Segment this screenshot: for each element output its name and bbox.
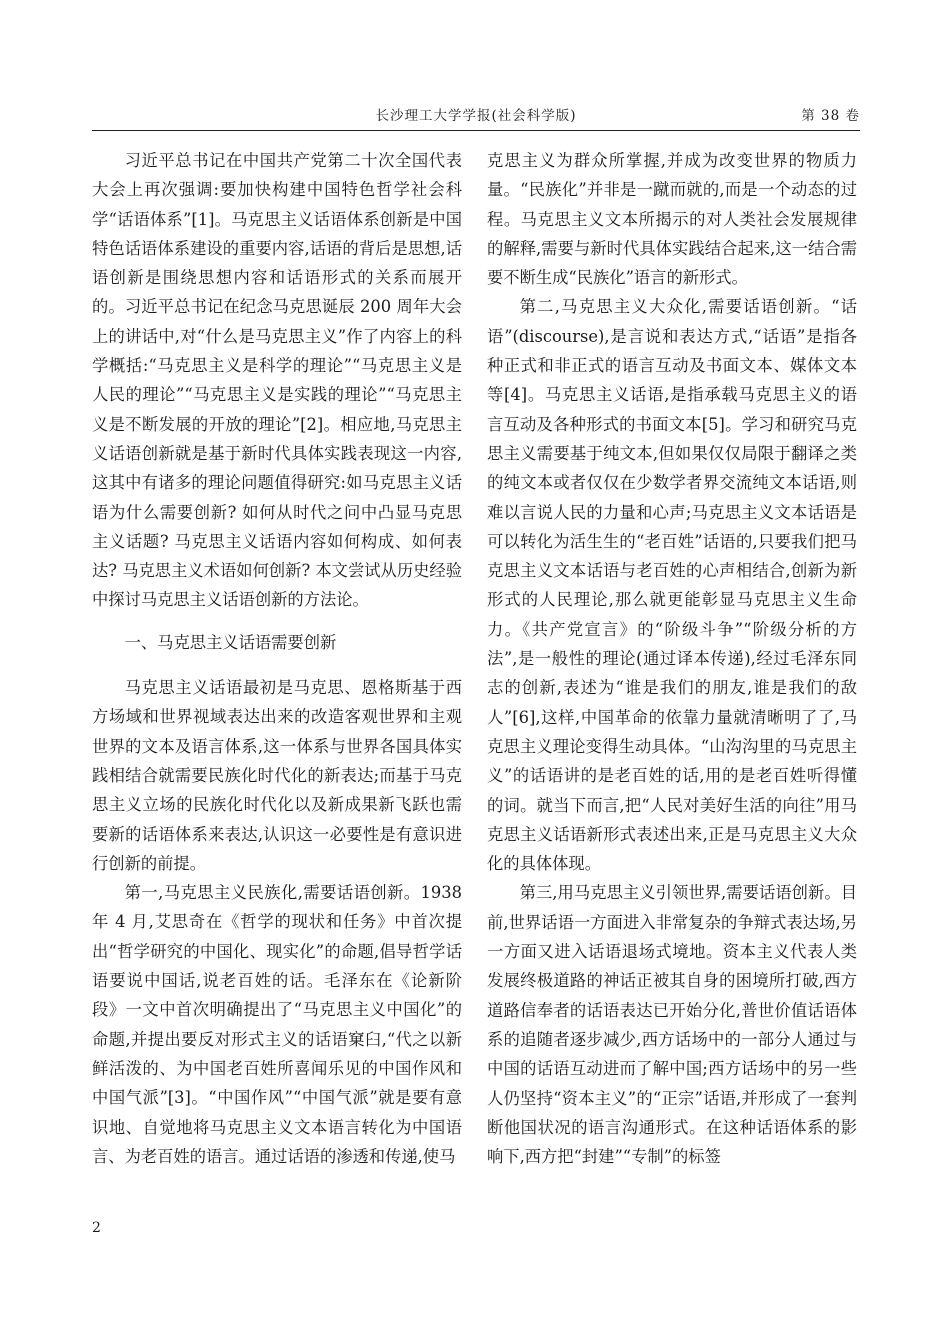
continued-paragraph: 克思主义为群众所掌握,并成为改变世界的物质力量。“民族化”并非是一蹴而就的,而是一个动态的过程。马克思主义文本所揭示的对人类社会发展规律的解释,需要与新时代具体实践结合起来,这一结合需要不断生成“民族化”语言的新形式。	[487, 151, 857, 288]
section-paragraph-2: 第一,马克思主义民族化,需要话语创新。1938 年 4 月,艾思奇在《哲学的现状和任务》中首次提出“哲学研究的中国化、现实化”的命题,倡导哲学话语要说中国话,说老百姓的话。毛泽东在《论新阶段》一文中首次明确提出了“马克思主义中国化”的命题,并提出要反对形式主义的话语窠臼,“代之以新鲜活泼的、为中国老百姓所喜闻乐见的中国作风和中国气派”[3]。“中国作风”“中国气派”就是要有意识地、自觉地将马克思主义文本语言转化为中国语言、为老百姓的语言。通过话语的渗透和传递,使马	[92, 883, 462, 1166]
left-column	[92, 146, 462, 1171]
right-column	[487, 146, 857, 1171]
running-header	[92, 102, 860, 131]
journal-title: 长沙理工大学学报(社会科学版)	[375, 108, 577, 124]
intro-paragraph: 习近平总书记在中国共产党第二十次全国代表大会上再次强调:要加快构建中国特色哲学社会科学“话语体系”[1]。马克思主义话语体系创新是中国特色话语体系建设的重要内容,话语的背后是思想,话语创新是围绕思想内容和话语形式的关系而展开的。习近平总书记在纪念马克思诞辰 200 周年大会上的讲话中,对“什么是马克思主义”作了内容上的科学概括:“马克思主义是科学的理论”“马克思主义是人民的理论”“马克思主义是实践的理论”“马克思主义是不断发展的开放的理论”[2]。相应地,马克思主义话语创新就是基于新时代具体实践表现这一内容,这其中有诸多的理论问题值得研究:如马克思主义话语为什么需要创新? 如何从时代之问中凸显马克思主义话题? 马克思主义话语内容如何构成、如何表达? 马克思主义术语如何创新? 本文尝试从历史经验中探讨马克思主义话语创新的方法论。	[92, 151, 462, 610]
section-paragraph-3: 第二,马克思主义大众化,需要话语创新。“话语”(discourse),是言说和表达方式,“话语”是指各种正式和非正式的语言互动及书面文本、媒体文本等[4]。马克思主义话语,是指承载马克思主义的语言互动及各种形式的书面文本[5]。学习和研究马克思主义需要基于纯文本,但如果仅仅局限于翻译之类的纯文本或者仅仅在少数学者界交流纯文本话语,则难以言说人民的力量和心声;马克思主义文本话语是可以转化为活生生的“老百姓”话语的,只要我们把马克思主义文本话语与老百姓的心声相结合,创新为新形式的人民理论,那么就更能彰显马克思主义生命力。《共产党宣言》的“阶级斗争”“阶级分析的方法”,是一般性的理论(通过译本传递),经过毛泽东同志的创新,表述为“谁是我们的朋友,谁是我们的敌人”[6],这样,中国革命的依靠力量就清晰明了了,马克思主义理论变得生动具体。“山沟沟里的马克思主义”的话语讲的是老百姓的话,用的是老百姓听得懂的词。就当下而言,把“人民对美好生活的向往”用马克思主义话语新形式表述出来,正是马克思主义大众化的具体体现。	[487, 297, 857, 874]
section-heading: 一、马克思主义话语需要创新	[124, 632, 337, 652]
section-paragraph-4: 第三,用马克思主义引领世界,需要话语创新。目前,世界话语一方面进入非常复杂的争辩式表达场,另一方面又进入话语退场式境地。资本主义代表人类发展终极道路的神话正被其自身的困境所打破,西方道路信奉者的话语表达已开始分化,普世价值话语体系的追随者逐步减少,西方话场中的一部分人通过与中国的话语互动进而了解中国;西方话场中的另一些人仍坚持“资本主义”的“正宗”话语,并形成了一套判断他国状况的语言沟通形式。在这种话语体系的影响下,西方把“封建”“专制”的标签	[487, 883, 857, 1167]
volume-number: 第 38 卷	[801, 108, 860, 124]
section-paragraph-1: 马克思主义话语最初是马克思、恩格斯基于西方场域和世界视域表达出来的改造客观世界和主观世界的文本及语言体系,这一体系与世界各国具体实践相结合就需要民族化时代化的新表达;而基于马克思主义立场的民族化时代化以及新成果新飞跃也需要新的话语体系来表达,认识这一必要性是有意识进行创新的前提。	[92, 678, 462, 873]
page-number: 2	[92, 1220, 101, 1236]
